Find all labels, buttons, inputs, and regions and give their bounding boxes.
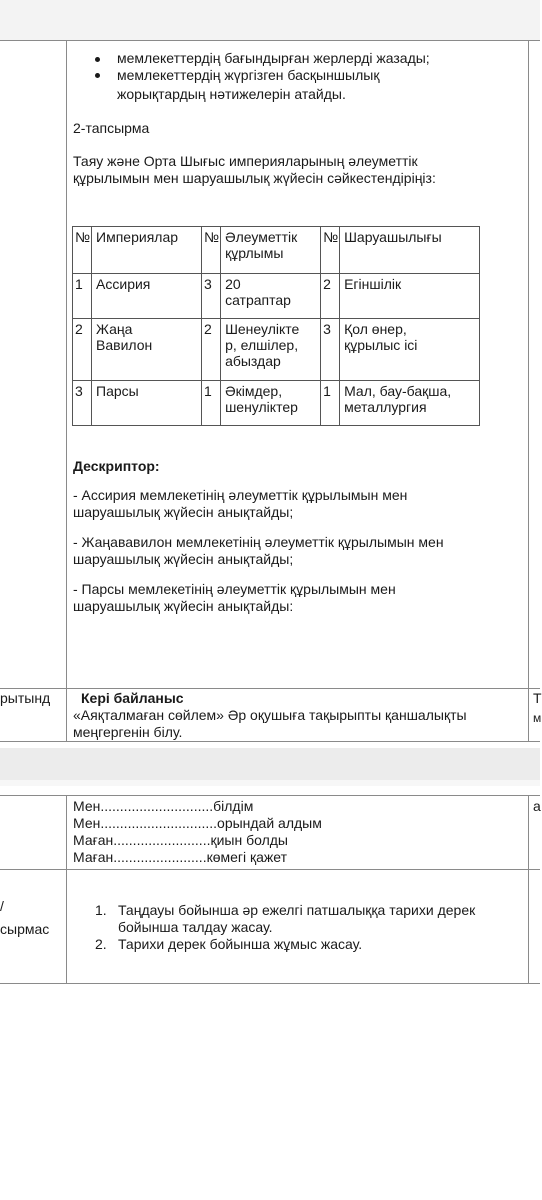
task2-heading: 2-тапсырма <box>73 120 150 136</box>
economy-cell: Егіншілік <box>340 274 480 319</box>
descriptor-item: шаруашылық жүйесін анықтайды; <box>73 504 294 520</box>
descriptor-heading: Дескриптор: <box>73 458 160 474</box>
col-header-empires: Империялар <box>92 227 202 274</box>
left-column-cut-text: рытынд <box>0 690 51 706</box>
bullet-icon <box>95 73 100 78</box>
homework-item-number: 1. <box>95 902 107 918</box>
frame-line <box>0 741 540 742</box>
feedback-text: «Аяқталмаған сөйлем» Әр оқушыға тақырыпты қаншалықты <box>73 707 467 723</box>
frame-line <box>66 795 67 983</box>
row-number: 3 <box>202 274 221 319</box>
frame-line <box>528 40 529 742</box>
right-column-cut-text: м <box>533 711 542 725</box>
left-column-cut-text: / <box>0 898 4 914</box>
homework-item-number: 2. <box>95 936 107 952</box>
frame-line <box>0 40 540 41</box>
economy-cell: Қол өнер, құрылыс ісі <box>340 319 480 381</box>
feedback-text: меңгергенін білу. <box>73 724 183 740</box>
social-cell: Шенеулікте р, елшілер, абыздар <box>221 319 321 381</box>
homework-item: Таңдауы бойынша әр ежелгі патшалыққа тарихи дерек <box>118 902 476 918</box>
row-number: 1 <box>73 274 92 319</box>
reflection-sentence: Маған........................көмегі қажет <box>73 849 288 865</box>
empire-cell: Ассирия <box>92 274 202 319</box>
frame-line <box>528 795 529 983</box>
bullet-text: мемлекеттердің бағындырған жерлерді жазады; <box>117 50 430 66</box>
col-header-number: № <box>321 227 340 274</box>
feedback-heading: Кері байланыс <box>81 690 184 706</box>
row-number: 2 <box>202 319 221 381</box>
table-row <box>73 319 480 381</box>
row-number: 1 <box>321 381 340 426</box>
frame-line <box>0 869 540 870</box>
descriptor-item: - Ассирия мемлекетінің әлеуметтік құрылымын мен <box>73 487 408 503</box>
row-number: 2 <box>73 319 92 381</box>
bullet-text: мемлекеттердің жүргізген басқыншылық <box>117 67 380 83</box>
table-row <box>73 381 480 426</box>
task2-instruction: Таяу және Орта Шығыс империяларының әлеуметтік <box>73 153 418 169</box>
row-number: 2 <box>321 274 340 319</box>
row-number: 1 <box>202 381 221 426</box>
homework-item: бойынша талдау жасау. <box>118 919 273 935</box>
descriptor-item: шаруашылық жүйесін анықтайды: <box>73 598 294 614</box>
reflection-sentence: Мен..............................орындай алдым <box>73 815 322 831</box>
page-gap-top <box>0 0 540 40</box>
frame-line <box>66 40 67 742</box>
reflection-sentence: Мен.............................білдім <box>73 798 254 814</box>
bullet-icon <box>95 57 100 62</box>
descriptor-item: - Парсы мемлекетінің әлеуметтік құрылымын мен <box>73 581 396 597</box>
right-column-cut-text: а <box>533 798 541 814</box>
bullet-text-continuation: жорықтардың нәтижелерін атайды. <box>117 86 346 102</box>
empire-cell: Жаңа Вавилон <box>92 319 202 381</box>
table-header-row <box>73 227 480 274</box>
social-cell: 20 сатраптар <box>221 274 321 319</box>
reflection-sentence: Маған.........................қиын болды <box>73 832 288 848</box>
col-header-number: № <box>202 227 221 274</box>
social-cell: Әкімдер, шенуліктер <box>221 381 321 426</box>
task2-instruction: құрылымын мен шаруашылық жүйесін сәйкестендіріңіз: <box>73 170 436 186</box>
frame-line <box>0 983 540 984</box>
descriptor-item: - Жаңававилон мемлекетінің әлеуметтік құрылымын мен <box>73 534 444 550</box>
left-column-cut-text: сырмас <box>0 921 50 937</box>
empires-table <box>72 226 480 426</box>
frame-line <box>0 688 540 689</box>
row-number: 3 <box>321 319 340 381</box>
frame-line <box>0 795 540 796</box>
page-gap-middle <box>0 748 540 780</box>
economy-cell: Мал, бау-бақша, металлургия <box>340 381 480 426</box>
empire-cell: Парсы <box>92 381 202 426</box>
col-header-economy: Шаруашылығы <box>340 227 480 274</box>
right-column-cut-text: Т <box>533 690 542 706</box>
homework-item: Тарихи дерек бойынша жұмыс жасау. <box>118 936 363 952</box>
page-gap-inner <box>0 780 540 786</box>
row-number: 3 <box>73 381 92 426</box>
descriptor-item: шаруашылық жүйесін анықтайды; <box>73 551 294 567</box>
col-header-social: Әлеуметтік құрлымы <box>221 227 321 274</box>
table-row <box>73 274 480 319</box>
col-header-number: № <box>73 227 92 274</box>
